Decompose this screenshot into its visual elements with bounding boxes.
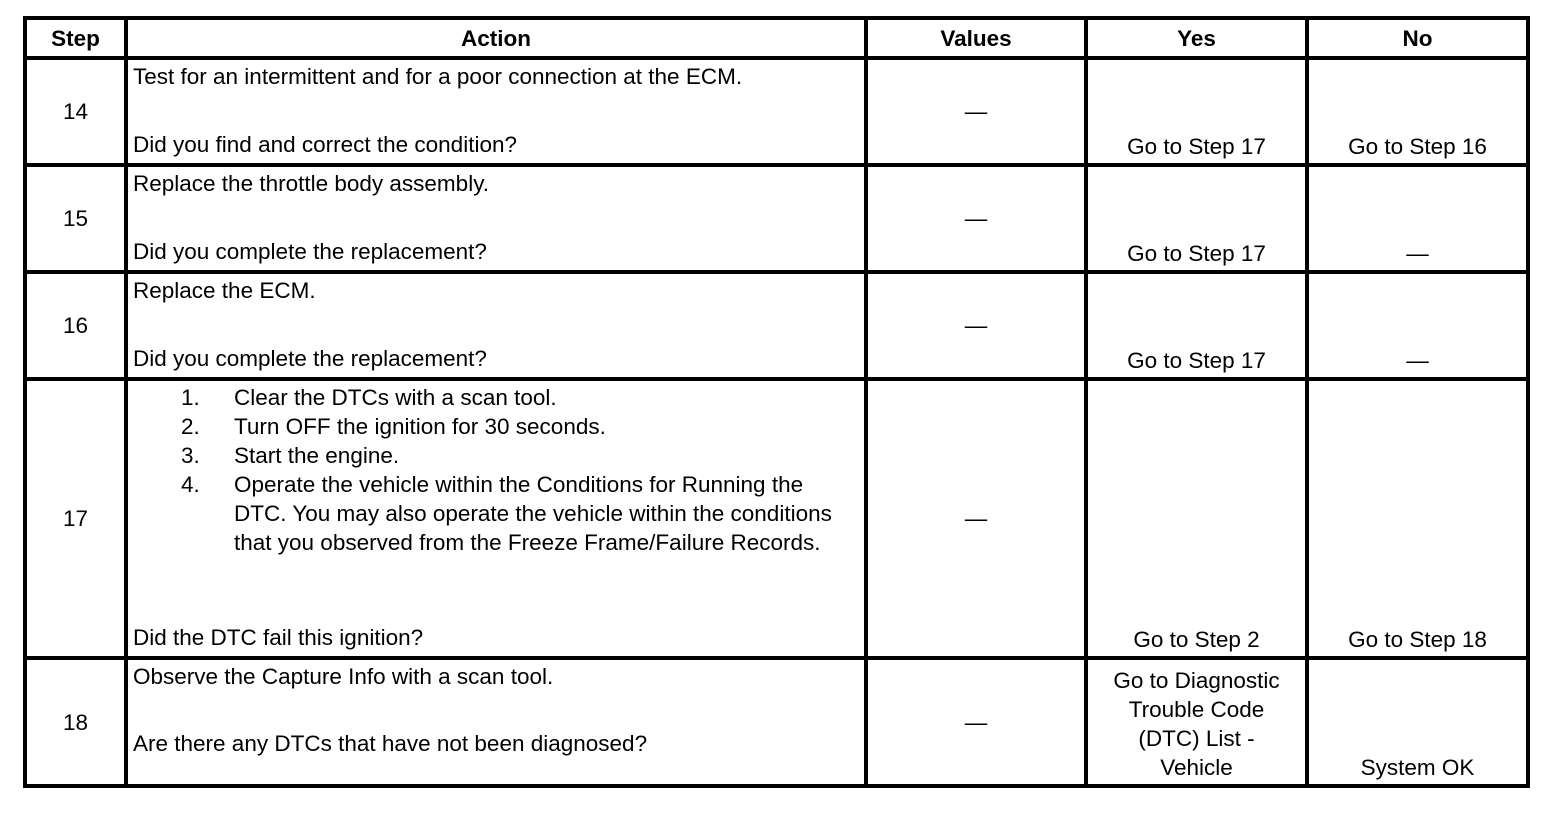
action-text: Replace the ECM. [133,278,316,303]
no-cell: System OK [1307,658,1528,786]
step-item-number: 3. [181,443,200,468]
yes-cell [1086,658,1307,786]
header-no: No [1307,18,1528,58]
step-item-text: Clear the DTCs with a scan tool. [234,385,557,410]
action-cell [126,272,866,379]
table-row [25,58,1528,165]
no-cell: — [1307,272,1528,379]
yes-line: Trouble Code [1128,697,1265,722]
action-cell [126,658,866,786]
action-question: Did you complete the replacement? [133,239,487,264]
step-item-text: Start the engine. [234,443,400,468]
header-values: Values [866,18,1086,58]
action-text: Test for an intermittent and for a poor connection at the ECM. [133,64,743,89]
step-item-number: 2. [181,414,200,439]
action-cell [126,58,866,165]
yes-line: Go to Diagnostic [1113,668,1280,693]
step-number: 16 [25,272,126,379]
header-step: Step [25,18,126,58]
step-item-number: 4. [181,472,200,497]
header-row [25,18,1528,58]
step-number: 18 [25,658,126,786]
yes-line: Vehicle [1160,755,1233,780]
list-item [181,412,860,441]
step-item-number: 1. [181,385,200,410]
action-question: Did you complete the replacement? [133,346,487,371]
yes-line: (DTC) List - [1138,726,1255,751]
yes-cell: Go to Step 2 [1086,379,1307,658]
table-row [25,272,1528,379]
action-question: Did the DTC fail this ignition? [133,625,424,650]
table-row [25,165,1528,272]
header-yes: Yes [1086,18,1307,58]
list-item [181,441,860,470]
action-question: Are there any DTCs that have not been diagnosed? [133,731,648,756]
action-cell [126,379,866,658]
action-question: Did you find and correct the condition? [133,132,517,157]
step-number: 17 [25,379,126,658]
action-step-list [133,383,860,557]
header-action: Action [126,18,866,58]
action-text: Replace the throttle body assembly. [133,171,490,196]
step-number: 15 [25,165,126,272]
step-number: 14 [25,58,126,165]
list-item [181,383,860,412]
values-cell: — [866,58,1086,165]
yes-cell: Go to Step 17 [1086,272,1307,379]
values-cell: — [866,379,1086,658]
no-cell: Go to Step 18 [1307,379,1528,658]
list-item [181,470,860,557]
action-cell [126,165,866,272]
step-item-text: Operate the vehicle within the Conditions for Running the DTC. You may also operate the vehicle within the conditions that you observed from the Freeze Frame/Failure Records. [234,472,832,555]
step-item-text: Turn OFF the ignition for 30 seconds. [234,414,606,439]
values-cell: — [866,658,1086,786]
no-cell: — [1307,165,1528,272]
diagnostic-table [23,16,1530,788]
table-row [25,379,1528,658]
values-cell: — [866,272,1086,379]
no-cell: Go to Step 16 [1307,58,1528,165]
table-row [25,658,1528,786]
values-cell: — [866,165,1086,272]
action-text: Observe the Capture Info with a scan tool. [133,664,554,689]
yes-cell: Go to Step 17 [1086,165,1307,272]
yes-cell: Go to Step 17 [1086,58,1307,165]
